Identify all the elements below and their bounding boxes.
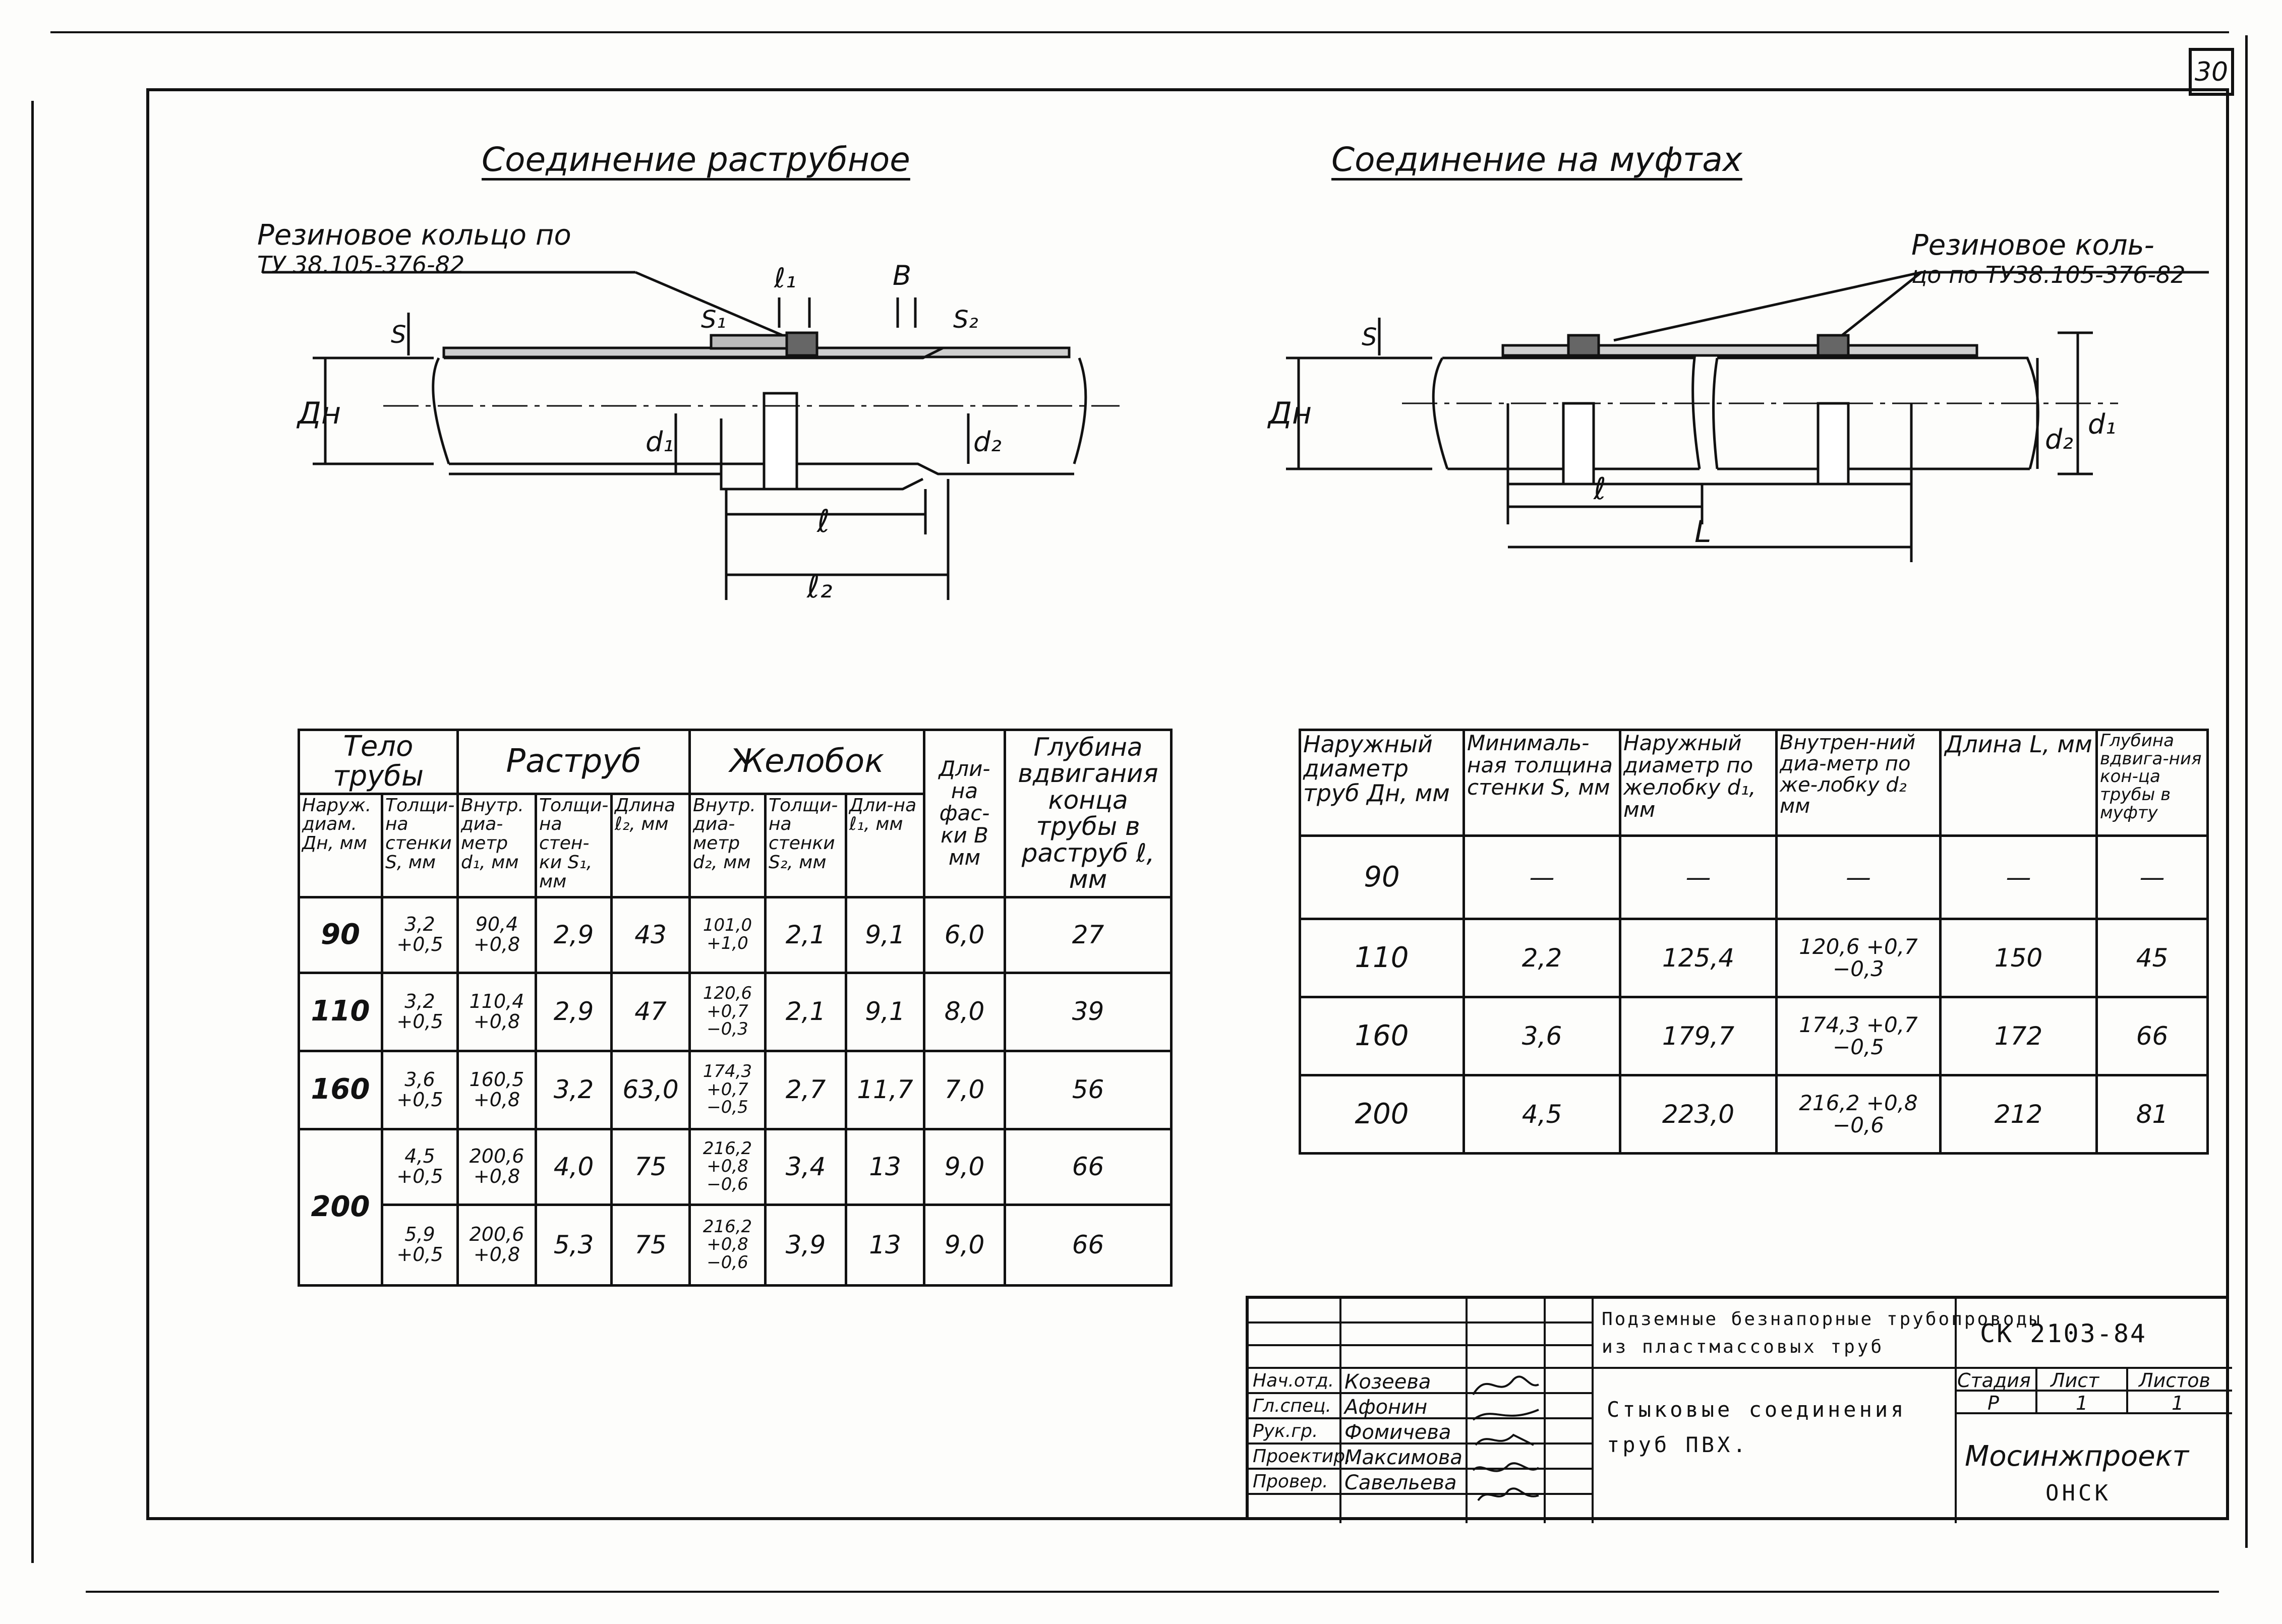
cell-l: 39 [1005, 973, 1172, 1051]
cell-d1: 160,5 +0,8 [458, 1051, 536, 1129]
cell-depth: 45 [2097, 919, 2208, 997]
socket-wall-header: Толщи-на стен-ки S₁, мм [536, 794, 612, 897]
coupling-joint-title: Соединение на муфтах [1331, 140, 1742, 179]
right-trim-line [2245, 35, 2248, 1548]
rt-groove-outer-header: Наружный диаметр по желобку d₁, мм [1620, 730, 1777, 836]
cell-d2: 174,3 +0,7 −0,5 [690, 1051, 766, 1129]
stamp-name: Максимова [1344, 1446, 1462, 1469]
cell-depth: 66 [2097, 997, 2208, 1075]
coupling-joint-drawing [1261, 252, 2169, 580]
cell-l2: 75 [612, 1205, 690, 1285]
cell-s: — [1464, 836, 1620, 919]
cell-L: 150 [1941, 919, 2097, 997]
dim-l-right: ℓ [1594, 471, 1606, 507]
stamp-divider [1592, 1299, 1594, 1523]
group-socket-header: Раструб [458, 730, 690, 794]
cell-s: 3,2 +0,5 [382, 973, 458, 1051]
socket-joint-note-line1: Резиновое кольцо по [257, 219, 571, 252]
stamp-divider [1249, 1321, 1592, 1324]
cell-l1: 13 [846, 1205, 924, 1285]
dim-d1: d₁ [646, 426, 674, 458]
cell-l2: 75 [612, 1129, 690, 1205]
stamp-divider [1466, 1299, 1468, 1523]
cell-b: 9,0 [924, 1129, 1005, 1205]
wall-thickness-header: Толщи-на стенки S, мм [382, 794, 458, 897]
stamp-name: Козеева [1344, 1370, 1431, 1394]
cell-l2: 47 [612, 973, 690, 1051]
rt-length-header: Длина L, мм [1941, 730, 2097, 836]
title-block [1246, 1296, 2229, 1520]
cell-d1: 90,4 +0,8 [458, 897, 536, 973]
groove-diameter-header: Внутр. диа-метр d₂, мм [690, 794, 766, 897]
dim-dn-right: Дн [1268, 396, 1312, 431]
cell-dn: 200 [299, 1129, 382, 1285]
cell-dn: 160 [1300, 997, 1464, 1075]
cell-L: — [1941, 836, 2097, 919]
groove-wall-header: Толщи-на стенки S₂, мм [766, 794, 846, 897]
chamfer-header: Дли-на фас-ки В мм [924, 730, 1005, 897]
cell-d1: 223,0 [1620, 1075, 1777, 1154]
cell-s: 4,5 [1464, 1075, 1620, 1154]
document-code: СК 2103-84 [1980, 1319, 2147, 1348]
stamp-role: Рук.гр. [1253, 1421, 1318, 1441]
organization-unit: ОНСК [2045, 1480, 2111, 1506]
cell-d2: 216,2 +0,8 −0,6 [690, 1129, 766, 1205]
cell-l1: 9,1 [846, 973, 924, 1051]
stamp-name: Савельева [1344, 1471, 1457, 1494]
table-row [1300, 1075, 2208, 1154]
table-row [1300, 997, 2208, 1075]
dim-d2: d₂ [973, 426, 1002, 458]
cell-s1: 4,0 [536, 1129, 612, 1205]
cell-s1: 5,3 [536, 1205, 612, 1285]
cell-d2: 216,2 +0,8 −0,6 [1777, 1075, 1941, 1154]
cell-d1: — [1620, 836, 1777, 919]
cell-l1: 13 [846, 1129, 924, 1205]
cell-dn: 90 [1300, 836, 1464, 919]
cell-depth: — [2097, 836, 2208, 919]
dim-s: S [391, 321, 406, 349]
socket-joint-drawing [282, 252, 1140, 630]
coupling-joint-table [1299, 729, 2209, 1155]
dim-L-right: L [1694, 514, 1712, 550]
dim-s1: S₁ [701, 306, 726, 334]
sheet-title-line2: труб ПВХ. [1607, 1432, 1749, 1457]
dim-l2: ℓ₂ [807, 568, 833, 605]
stamp-name: Афонин [1344, 1396, 1428, 1419]
dim-d1-right: d₁ [2088, 408, 2116, 440]
table-row [299, 1051, 1172, 1129]
cell-l2: 43 [612, 897, 690, 973]
outer-diameter-header: Наруж. диам. Дн, мм [299, 794, 382, 897]
stage-label: Стадия [1957, 1369, 2031, 1392]
stamp-role: Проектир. [1253, 1446, 1351, 1467]
group-pipe-header: Тело трубы [299, 730, 458, 794]
stamp-divider [1544, 1299, 1546, 1523]
stamp-role: Провер. [1253, 1471, 1328, 1492]
table-row [1300, 836, 2208, 919]
cell-s: 3,6 [1464, 997, 1620, 1075]
stamp-role: Гл.спец. [1253, 1396, 1331, 1416]
cell-b: 8,0 [924, 973, 1005, 1051]
socket-joint-note-line2: ТУ 38.105-376-82 [257, 251, 465, 279]
socket-length-header: Длина ℓ₂, мм [612, 794, 690, 897]
dim-l1: ℓ₁ [774, 262, 796, 294]
cell-s1: 2,9 [536, 897, 612, 973]
cell-d2: 101,0 +1,0 [690, 897, 766, 973]
dim-l: ℓ [817, 503, 830, 539]
stamp-role: Нач.отд. [1253, 1370, 1334, 1391]
cell-s1: 2,9 [536, 973, 612, 1051]
sheets-value: 1 [2172, 1392, 2184, 1414]
dim-b: B [893, 260, 912, 291]
table-row [299, 973, 1172, 1051]
stamp-divider [1339, 1299, 1341, 1523]
cell-d2: 174,3 +0,7 −0,5 [1777, 997, 1941, 1075]
socket-joint-title: Соединение раструбное [482, 140, 910, 179]
cell-s2: 3,9 [766, 1205, 846, 1285]
table-row [299, 1205, 1172, 1285]
cell-s2: 2,1 [766, 897, 846, 973]
groove-length-header: Дли-на ℓ₁, мм [846, 794, 924, 897]
cell-d1: 125,4 [1620, 919, 1777, 997]
table-row [299, 1129, 1172, 1205]
cell-dn: 160 [299, 1051, 382, 1129]
cell-s2: 2,7 [766, 1051, 846, 1129]
table-row [299, 897, 1172, 973]
stamp-divider [1249, 1367, 2232, 1369]
signatures [1468, 1369, 1544, 1521]
cell-dn: 110 [1300, 919, 1464, 997]
cell-s: 3,2 +0,5 [382, 897, 458, 973]
left-trim-line [31, 101, 34, 1563]
rt-depth-header: Глубина вдвига-ния кон-ца трубы в муфту [2097, 730, 2208, 836]
rt-outer-diameter-header: Наружный диаметр труб Дн, мм [1300, 730, 1464, 836]
cell-l: 66 [1005, 1205, 1172, 1285]
cell-b: 7,0 [924, 1051, 1005, 1129]
project-title-line1: Подземные безнапорные трубопроводы [1602, 1309, 2042, 1330]
cell-d2: 120,6 +0,7 −0,3 [1777, 919, 1941, 997]
socket-diameter-header: Внутр. диа-метр d₁, мм [458, 794, 536, 897]
cell-d2: 120,6 +0,7 −0,3 [690, 973, 766, 1051]
cell-dn: 110 [299, 973, 382, 1051]
coupling-joint-note-line1: Резиновое коль- [1911, 229, 2154, 262]
stage-value: Р [1987, 1392, 1999, 1414]
cell-L: 172 [1941, 997, 2097, 1075]
cell-l1: 9,1 [846, 897, 924, 973]
depth-header: Глубина вдвигания конца трубы в раструб ℓ, мм [1005, 730, 1172, 897]
cell-s2: 2,1 [766, 973, 846, 1051]
sheet-value: 1 [2076, 1392, 2088, 1414]
cell-d2: 216,2 +0,8 −0,6 [690, 1205, 766, 1285]
cell-s2: 3,4 [766, 1129, 846, 1205]
cell-L: 212 [1941, 1075, 2097, 1154]
cell-l: 66 [1005, 1129, 1172, 1205]
project-title-line2: из пластмассовых труб [1602, 1337, 1885, 1357]
cell-b: 9,0 [924, 1205, 1005, 1285]
cell-s: 5,9 +0,5 [382, 1205, 458, 1285]
cell-dn: 90 [299, 897, 382, 973]
cell-l2: 63,0 [612, 1051, 690, 1129]
stamp-divider [1249, 1344, 1592, 1346]
rt-groove-inner-header: Внутрен-ний диа-метр по же-лобку d₂ мм [1777, 730, 1941, 836]
cell-s: 4,5 +0,5 [382, 1129, 458, 1205]
cell-b: 6,0 [924, 897, 1005, 973]
cell-s1: 3,2 [536, 1051, 612, 1129]
bottom-trim-line [86, 1591, 2219, 1593]
sheet-title-line1: Стыковые соединения [1607, 1397, 1907, 1422]
coupling-joint-note-line2: цо по ТУ38.105-376-82 [1911, 261, 2186, 289]
cell-l1: 11,7 [846, 1051, 924, 1129]
cell-d1: 200,6 +0,8 [458, 1129, 536, 1205]
dim-s2: S₂ [953, 306, 978, 334]
sheet-label: Лист [2051, 1369, 2099, 1392]
cell-d1: 110,4 +0,8 [458, 973, 536, 1051]
dim-d2-right: d₂ [2045, 424, 2073, 455]
cell-dn: 200 [1300, 1075, 1464, 1154]
sheets-label: Листов [2139, 1369, 2210, 1392]
cell-d1: 200,6 +0,8 [458, 1205, 536, 1285]
group-groove-header: Желобок [690, 730, 924, 794]
top-trim-line [50, 31, 2229, 33]
socket-joint-table [298, 729, 1173, 1287]
cell-s: 2,2 [1464, 919, 1620, 997]
cell-l: 56 [1005, 1051, 1172, 1129]
dim-s-right: S [1362, 323, 1377, 351]
cell-l: 27 [1005, 897, 1172, 973]
table-row [1300, 919, 2208, 997]
dim-dn: Дн [298, 396, 341, 431]
cell-d2: — [1777, 836, 1941, 919]
page-number: 30 [2189, 48, 2234, 96]
organization-name: Мосинжпроект [1965, 1440, 2189, 1473]
cell-d1: 179,7 [1620, 997, 1777, 1075]
cell-depth: 81 [2097, 1075, 2208, 1154]
stamp-divider [1955, 1299, 1957, 1523]
stamp-name: Фомичева [1344, 1421, 1451, 1444]
cell-s: 3,6 +0,5 [382, 1051, 458, 1129]
rt-min-wall-header: Минималь-ная толщина стенки S, мм [1464, 730, 1620, 836]
